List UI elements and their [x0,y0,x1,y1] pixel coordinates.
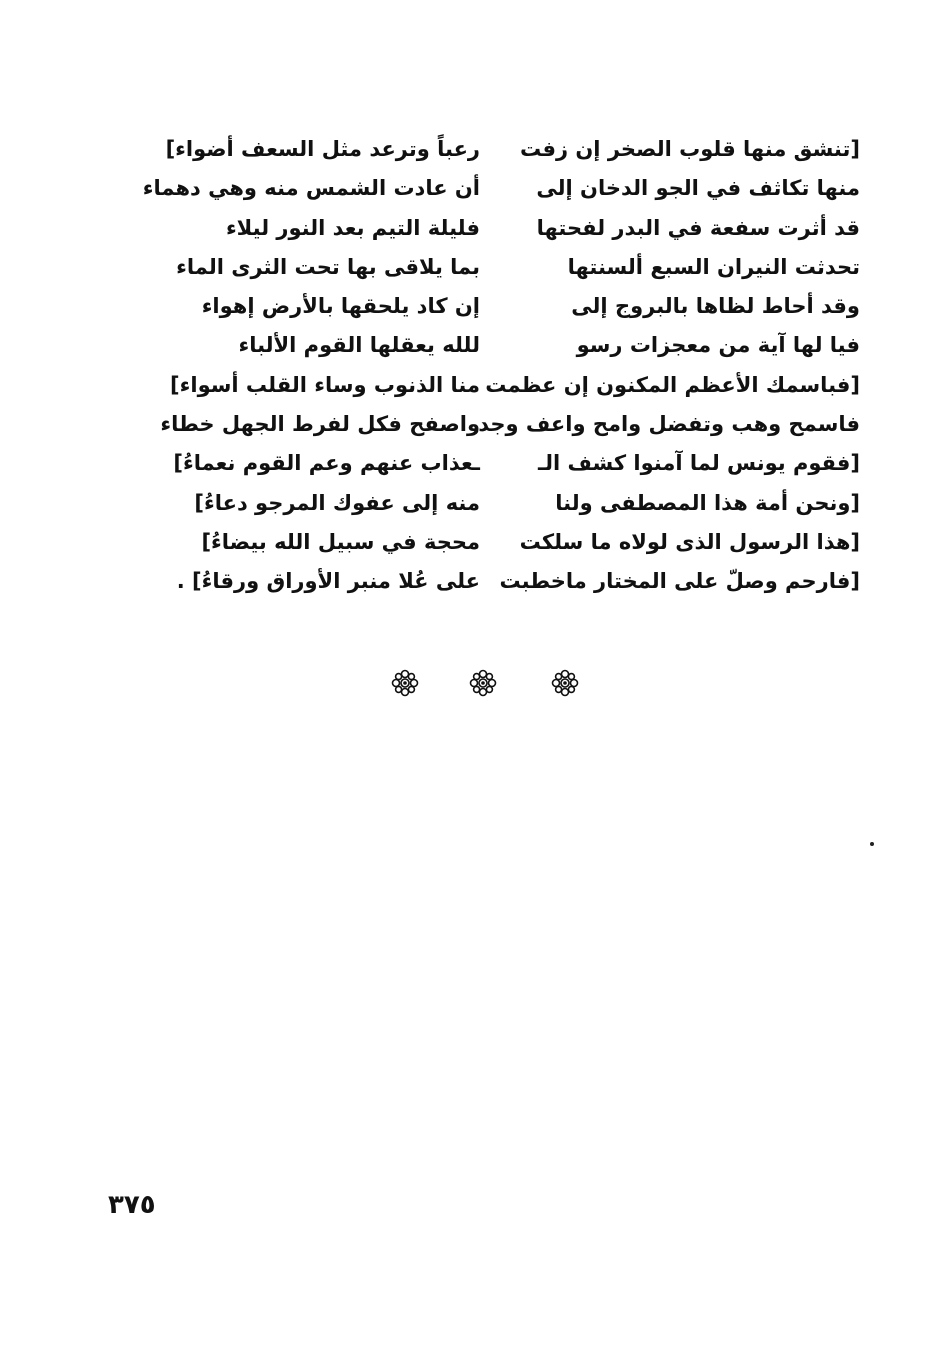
verse-second-hemistich: منا الذنوب وساء القلب أسواء] [170,372,480,397]
verse-first-hemistich: [فقوم يونس لما آمنوا كشف الـ [537,451,860,476]
verse [120,209,860,248]
verse-first-hemistich: [هذا الرسول الذى لولاه ما سلكت [519,529,860,554]
verse-second-hemistich: محجة في سبيل الله بيضاءُ] [201,529,480,554]
verse-first-hemistich: [فارحم وصلّ على المختار ماخطبت [499,569,860,594]
verse-second-hemistich: على عُلا منبر الأوراق ورقاءُ] . [176,569,480,594]
verse-first-hemistich: [فباسمك الأعظم المكنون إن عظمت [485,372,860,397]
verse-second-hemistich: للله يعقلها القوم الألباء [238,333,480,358]
verse-first-hemistich: تحدثت النيران السبع ألسنتها [567,254,860,279]
verse-second-hemistich: ـعذاب عنهم وعم القوم نعماءُ] [173,451,480,476]
stray-mark [870,842,874,846]
verse-second-hemistich: بما يلاقى بها تحت الثرى الماء [176,254,480,279]
rosette-ornament-icon [390,668,420,698]
verse [120,405,860,444]
verse [120,523,860,562]
verse-first-hemistich: فاسمح وهب وتفضل وامح واعف وجد [478,412,860,437]
verse [120,484,860,523]
verse-second-hemistich: واصفح فكل لفرط الجهل خطاء [160,412,480,437]
verse-first-hemistich: منها تكاثف في الجو الدخان إلى [536,176,860,201]
verse [120,326,860,365]
verse [120,366,860,405]
verse [120,130,860,169]
verse [120,169,860,208]
verse [120,562,860,601]
rosette-ornament-icon [468,668,498,698]
verse-first-hemistich: وقد أحاط لظاها بالبروج إلى [571,294,860,319]
verse-second-hemistich: رعباً وترعد مثل السعف أضواء] [165,137,480,161]
verse-first-hemistich: فيا لها آية من معجزات رسو [576,333,860,358]
verse [120,287,860,326]
verse-first-hemistich: قد أثرت سفعة في البدر لفحتها [536,215,860,240]
verse-first-hemistich: [تنشق منها قلوب الصخر إن زفت [520,137,860,161]
verse-second-hemistich: منه إلى عفوك المرجو دعاءُ] [194,490,480,515]
verse [120,248,860,287]
verse-first-hemistich: [ونحن أمة هذا المصطفى ولنا [555,490,860,515]
page-number: ٣٧٥ [108,1190,156,1220]
verse-second-hemistich: أن عادت الشمس منه وهي دهماء [142,176,480,201]
poem [120,130,860,602]
rosette-ornament-icon [550,668,580,698]
verse-second-hemistich: إن كاد يلحقها بالأرض إهواء [201,294,480,319]
verse-second-hemistich: فليلة التيم بعد النور ليلاء [225,215,480,240]
section-divider-ornaments [390,668,590,702]
verse [120,444,860,483]
